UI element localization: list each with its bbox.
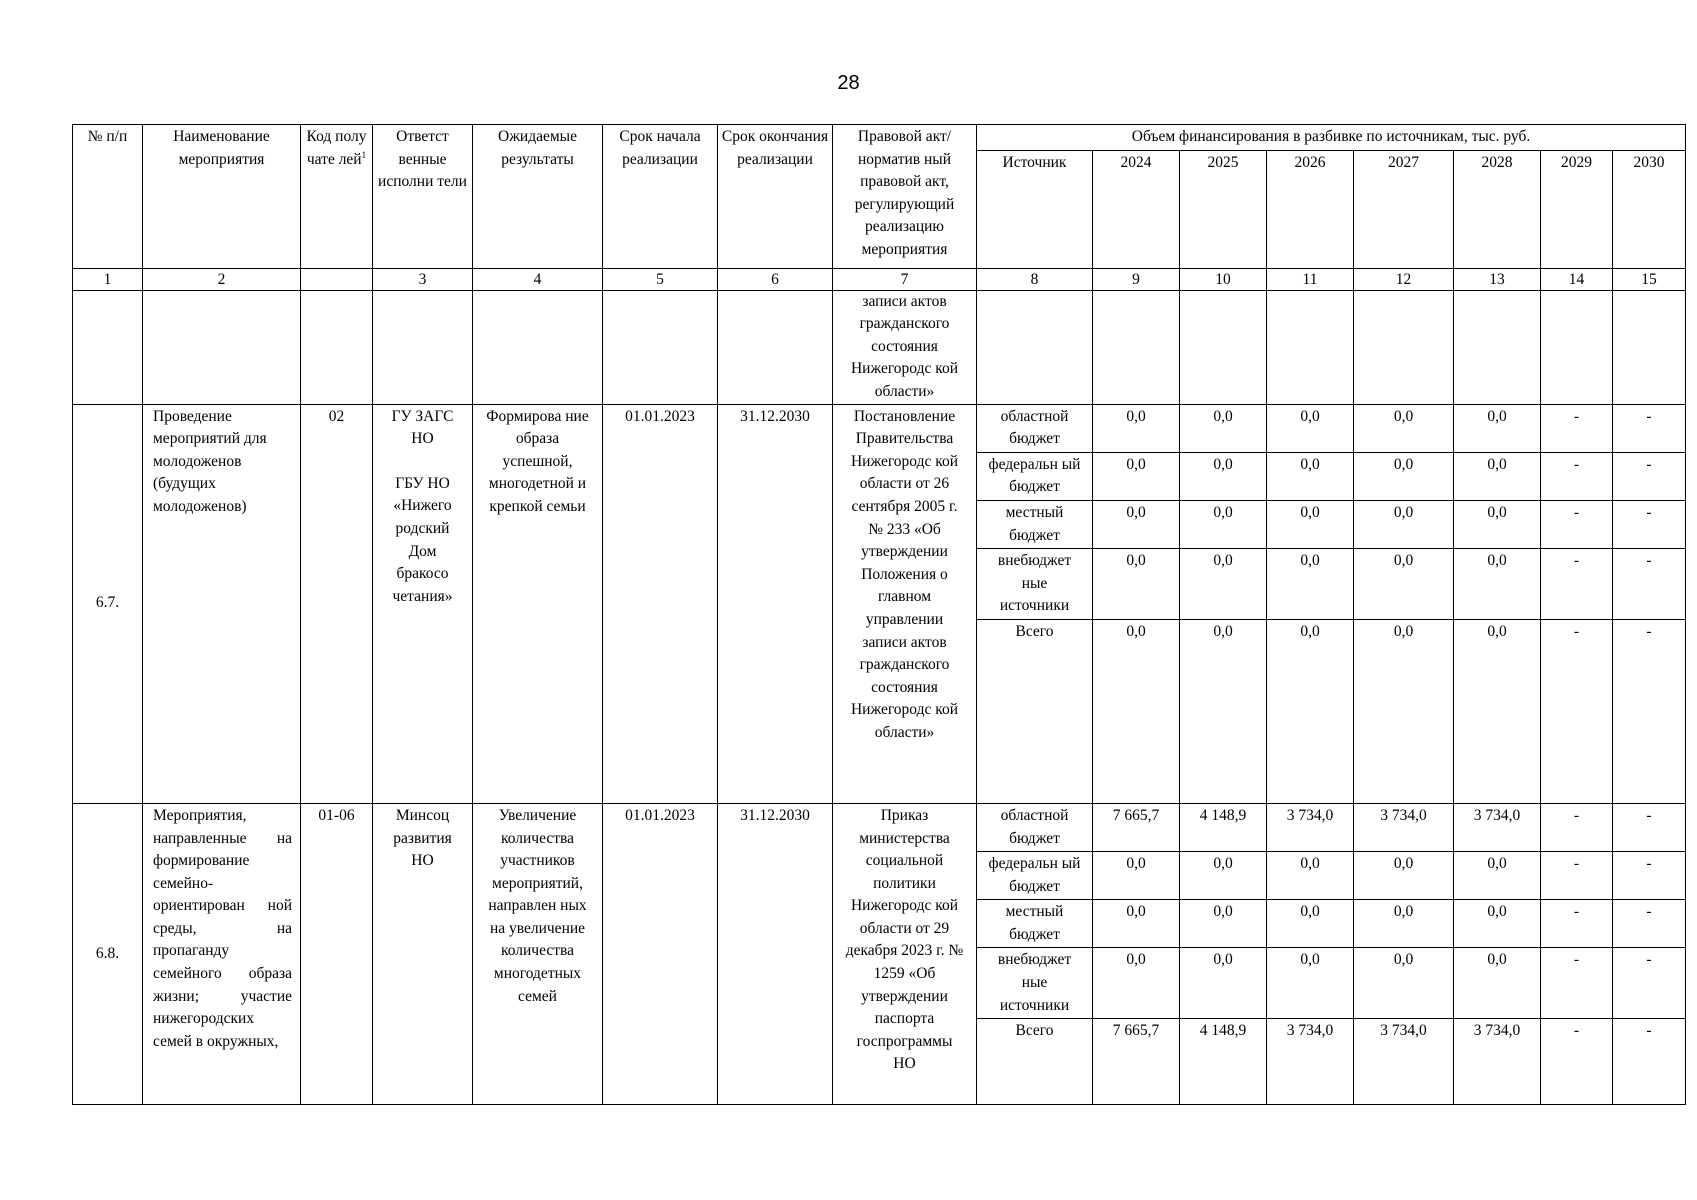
funding-value: 4 148,9 <box>1180 1019 1267 1105</box>
funding-value: - <box>1613 803 1686 851</box>
funding-value: 0,0 <box>1180 900 1267 948</box>
funding-value: - <box>1541 803 1613 851</box>
funding-value: 7 665,7 <box>1093 803 1180 851</box>
column-number: 1 <box>73 268 143 290</box>
column-number: 10 <box>1180 268 1267 290</box>
funding-value: 0,0 <box>1267 452 1354 500</box>
header-year-2025: 2025 <box>1180 150 1267 268</box>
funding-value: 3 734,0 <box>1267 803 1354 851</box>
funding-value: 0,0 <box>1267 619 1354 803</box>
funding-value: 0,0 <box>1454 852 1541 900</box>
funding-source: Всего <box>977 619 1093 803</box>
funding-source: внебюджет ные источники <box>977 948 1093 1019</box>
funding-value: 0,0 <box>1267 404 1354 452</box>
end-date: 31.12.2030 <box>718 803 833 1104</box>
funding-value: 0,0 <box>1454 452 1541 500</box>
activity-name: Проведение мероприятий для молодоженов (будущих молодоженов) <box>143 404 301 803</box>
funding-value: - <box>1613 452 1686 500</box>
funding-value: 0,0 <box>1180 500 1267 548</box>
funding-value: - <box>1613 619 1686 803</box>
funding-value: - <box>1613 900 1686 948</box>
continuation-act: записи актов гражданского состояния Нижегородс кой области» <box>833 290 977 404</box>
header-act: Правовой акт/норматив ный правовой акт, регулирующий реализацию мероприятия <box>833 125 977 269</box>
funding-source: местный бюджет <box>977 500 1093 548</box>
legal-act: Приказ министерства социальной политики Нижегородс кой области от 29 декабря 2023 г. № 1259 «Об утверждении паспорта госпрограммы НО <box>833 803 977 1104</box>
funding-value: - <box>1541 452 1613 500</box>
start-date: 01.01.2023 <box>603 404 718 803</box>
column-number <box>301 268 373 290</box>
funding-source: областной бюджет <box>977 404 1093 452</box>
column-number: 9 <box>1093 268 1180 290</box>
column-number: 8 <box>977 268 1093 290</box>
responsible: Минсоц развития НО <box>373 803 473 1104</box>
start-date: 01.01.2023 <box>603 803 718 1104</box>
column-number: 2 <box>143 268 301 290</box>
funding-source: местный бюджет <box>977 900 1093 948</box>
responsible-line: ГУ ЗАГС НО <box>391 407 454 448</box>
column-number: 15 <box>1613 268 1686 290</box>
financing-table <box>72 124 1686 1105</box>
funding-source: Всего <box>977 1019 1093 1105</box>
funding-value: 0,0 <box>1093 948 1180 1019</box>
funding-value: - <box>1541 500 1613 548</box>
funding-source: внебюджет ные источники <box>977 549 1093 620</box>
table-row <box>73 803 1686 851</box>
footnote-mark: 1 <box>361 149 367 160</box>
header-start: Срок начала реализации <box>603 125 718 269</box>
funding-value: - <box>1613 1019 1686 1105</box>
funding-value: - <box>1613 549 1686 620</box>
funding-value: 0,0 <box>1354 549 1454 620</box>
funding-value: - <box>1613 500 1686 548</box>
funding-value: 0,0 <box>1354 852 1454 900</box>
funding-value: 0,0 <box>1454 404 1541 452</box>
funding-source: федеральн ый бюджет <box>977 852 1093 900</box>
funding-value: 0,0 <box>1354 900 1454 948</box>
funding-value: 0,0 <box>1354 500 1454 548</box>
funding-value: - <box>1541 1019 1613 1105</box>
column-number: 7 <box>833 268 977 290</box>
column-number: 14 <box>1541 268 1613 290</box>
header-year-2024: 2024 <box>1093 150 1180 268</box>
funding-value: 0,0 <box>1354 452 1454 500</box>
funding-value: 0,0 <box>1454 549 1541 620</box>
funding-value: - <box>1541 619 1613 803</box>
header-year-2030: 2030 <box>1613 150 1686 268</box>
header-financing <box>977 125 1686 151</box>
funding-value: 0,0 <box>1093 500 1180 548</box>
expected-results: Формирова ние образа успешной, многодетной и крепкой семьи <box>473 404 603 803</box>
funding-value: 0,0 <box>1180 404 1267 452</box>
funding-value: - <box>1541 900 1613 948</box>
funding-value: 0,0 <box>1354 948 1454 1019</box>
funding-value: 3 734,0 <box>1354 1019 1454 1105</box>
header-end: Срок окончания реализации <box>718 125 833 269</box>
end-date: 31.12.2030 <box>718 404 833 803</box>
header-responsible: Ответст венные исполни тели <box>373 125 473 269</box>
header-num: № п/п <box>73 125 143 269</box>
funding-value: 0,0 <box>1180 619 1267 803</box>
funding-value: 0,0 <box>1093 452 1180 500</box>
recipient-code: 02 <box>301 404 373 803</box>
header-financing-text: Объем финансирования в разбивке по источникам, тыс. руб. <box>1131 128 1531 145</box>
funding-value: 0,0 <box>1267 500 1354 548</box>
responsible-line: ГБУ НО «Нижего родский Дом бракосо четания» <box>392 474 453 605</box>
funding-value: 0,0 <box>1267 900 1354 948</box>
column-number: 11 <box>1267 268 1354 290</box>
funding-value: 0,0 <box>1354 619 1454 803</box>
funding-value: - <box>1613 404 1686 452</box>
column-number: 4 <box>473 268 603 290</box>
funding-value: 0,0 <box>1180 452 1267 500</box>
expected-results: Увеличение количества участников мероприятий, направлен ных на увеличение количества многодетных семей <box>473 803 603 1104</box>
legal-act: Постановление Правительства Нижегородс кой области от 26 сентября 2005 г. № 233 «Об утверждении Положения о главном управлении записи актов гражданского состояния Нижегородс кой области» <box>833 404 977 803</box>
funding-value: 0,0 <box>1267 549 1354 620</box>
recipient-code: 01-06 <box>301 803 373 1104</box>
funding-value: - <box>1541 852 1613 900</box>
column-number: 13 <box>1454 268 1541 290</box>
funding-source: областной бюджет <box>977 803 1093 851</box>
funding-value: 0,0 <box>1093 404 1180 452</box>
column-number: 12 <box>1354 268 1454 290</box>
header-code-text: Код полу чате лей <box>306 128 367 168</box>
table-row <box>73 404 1686 452</box>
funding-value: - <box>1613 948 1686 1019</box>
header-code <box>301 125 373 269</box>
funding-value: 0,0 <box>1180 948 1267 1019</box>
header-results: Ожидаемые результаты <box>473 125 603 269</box>
funding-value: - <box>1541 549 1613 620</box>
funding-value: 0,0 <box>1093 852 1180 900</box>
funding-value: 7 665,7 <box>1093 1019 1180 1105</box>
funding-value: 3 734,0 <box>1454 1019 1541 1105</box>
funding-value: 0,0 <box>1093 900 1180 948</box>
continuation-row <box>73 290 1686 404</box>
header-name: Наименование мероприятия <box>143 125 301 269</box>
funding-value: 0,0 <box>1454 500 1541 548</box>
column-number-row <box>73 268 1686 290</box>
funding-value: - <box>1613 852 1686 900</box>
column-number: 5 <box>603 268 718 290</box>
funding-value: 0,0 <box>1180 549 1267 620</box>
column-number: 6 <box>718 268 833 290</box>
activity-name: Мероприятия, направленные на формирование семейно-ориентирован ной среды, на пропаганду семейного образа жизни; участие нижегородских семей в окружных, <box>143 803 301 1104</box>
funding-value: 3 734,0 <box>1267 1019 1354 1105</box>
row-number: 6.7. <box>73 404 143 803</box>
header-year-2027: 2027 <box>1354 150 1454 268</box>
funding-value: 0,0 <box>1093 549 1180 620</box>
header-year-2026: 2026 <box>1267 150 1354 268</box>
funding-value: 0,0 <box>1093 619 1180 803</box>
header-source: Источник <box>977 150 1093 268</box>
column-number: 3 <box>373 268 473 290</box>
funding-value: 0,0 <box>1267 948 1354 1019</box>
row-number: 6.8. <box>73 803 143 1104</box>
funding-value: 0,0 <box>1267 852 1354 900</box>
funding-value: 0,0 <box>1454 619 1541 803</box>
funding-value: 0,0 <box>1180 852 1267 900</box>
funding-value: 0,0 <box>1354 404 1454 452</box>
funding-source: федеральн ый бюджет <box>977 452 1093 500</box>
funding-value: - <box>1541 948 1613 1019</box>
funding-value: 3 734,0 <box>1354 803 1454 851</box>
header-year-2029: 2029 <box>1541 150 1613 268</box>
page-number: 28 <box>837 72 860 94</box>
funding-value: - <box>1541 404 1613 452</box>
funding-value: 0,0 <box>1454 948 1541 1019</box>
header-row <box>73 125 1686 151</box>
funding-value: 0,0 <box>1454 900 1541 948</box>
funding-value: 4 148,9 <box>1180 803 1267 851</box>
funding-value: 3 734,0 <box>1454 803 1541 851</box>
header-year-2028: 2028 <box>1454 150 1541 268</box>
responsible <box>373 404 473 803</box>
